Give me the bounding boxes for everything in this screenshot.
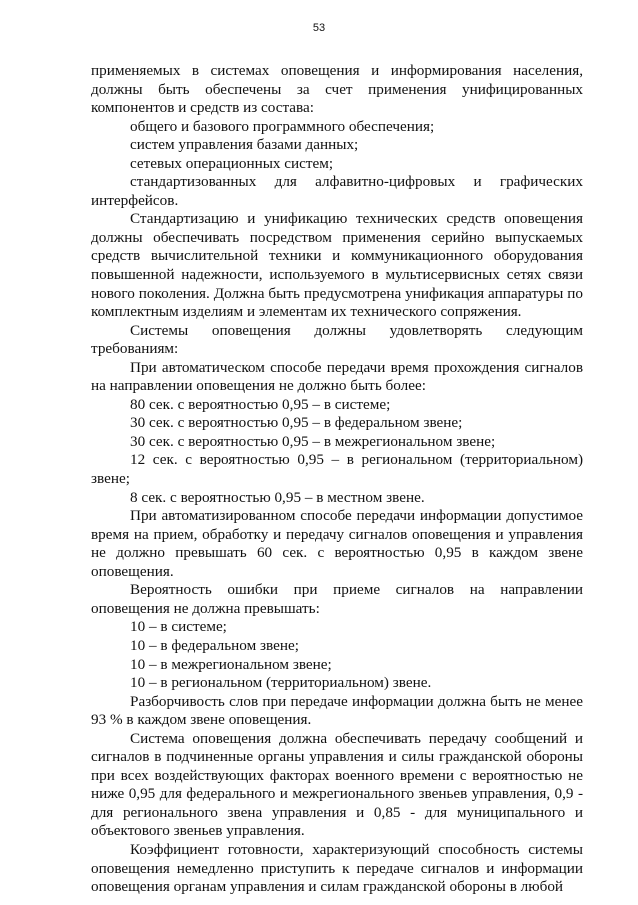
document-body (91, 62, 583, 897)
list-item: 10 – в системе; (130, 618, 227, 636)
page-number: 53 (312, 22, 326, 34)
list-item: 10 – в региональном (территориальном) звене. (130, 674, 432, 692)
list-item: 30 сек. с вероятностью 0,95 – в федеральном звене; (130, 414, 463, 432)
list-item: сетевых операционных систем; (130, 154, 334, 172)
list-item: систем управления базами данных; (130, 136, 359, 154)
list-item: общего и базового программного обеспечения; (130, 117, 435, 135)
paragraph: применяемых в системах оповещения и информирования населения, должны быть обеспечены за счет применения унифицированных компонентов и средств из состава: (91, 62, 583, 117)
paragraph: Разборчивость слов при передаче информации должна быть не менее 93 % в каждом звене оповещения. (91, 692, 583, 729)
list-item: 30 сек. с вероятностью 0,95 – в межрегиональном звене; (130, 432, 496, 450)
paragraph: Вероятность ошибки при приеме сигналов на направлении оповещения не должна превышать: (91, 581, 583, 617)
paragraph: При автоматическом способе передачи время прохождения сигналов на направлении оповещения не должно быть более: (91, 358, 583, 395)
list-item: 80 сек. с вероятностью 0,95 – в системе; (130, 395, 391, 413)
paragraph: Коэффициент готовности, характеризующий способность системы оповещения немедленно приступить к передаче сигналов и информации оповещения органам управления и силам гражданской обороны в любой (91, 840, 583, 896)
list-item: 8 сек. с вероятностью 0,95 – в местном звене. (130, 488, 425, 506)
paragraph: Стандартизацию и унификацию технических средств оповещения должны обеспечивать посредством применения серийно выпускаемых средств вычислительной техники и коммуникационного оборудования повышенной надежности, используемого в мультисервисных сетях связи нового поколения. Должна быть предусмотрена унификация аппаратуры по комплектным изделиям и элементам их технического сопряжения. (91, 210, 583, 321)
list-item: стандартизованных для алфавитно-цифровых и графических интерфейсов. (91, 173, 583, 209)
paragraph: Система оповещения должна обеспечивать передачу сообщений и сигналов в подчиненные органы управления и силы гражданской обороны при всех воздействующих факторах военного времени с вероятностью не ниже 0,95 для федерального и межрегионального звеньев управления, 0,9 - для регионального звена управления и 0,85 - для муниципального и объектового звеньев управления. (91, 729, 583, 840)
list-item: 10 – в межрегиональном звене; (130, 655, 332, 673)
paragraph: При автоматизированном способе передачи информации допустимое время на прием, обработку и передачу сигналов оповещения и управления не должно превышать 60 сек. с вероятностью 0,95 в каждом звене оповещения. (91, 507, 583, 580)
list-item: 10 – в федеральном звене; (130, 636, 299, 654)
paragraph: Системы оповещения должны удовлетворять следующим требованиям: (91, 321, 583, 358)
list-item: 12 сек. с вероятностью 0,95 – в региональном (территориальном) звене; (91, 451, 583, 488)
